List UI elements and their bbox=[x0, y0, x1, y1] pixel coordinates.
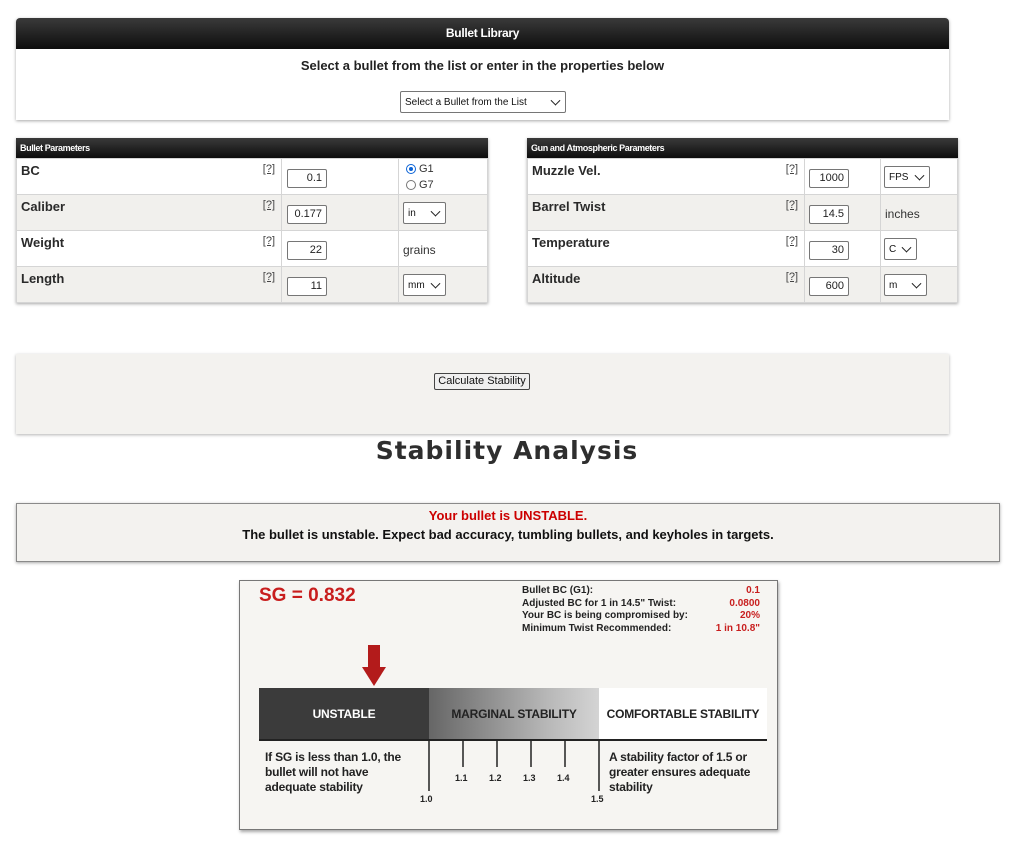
bc-row bbox=[17, 159, 488, 195]
info-value: 0.0800 bbox=[729, 597, 760, 609]
gun-parameters-header: Gun and Atmospheric Parameters bbox=[527, 138, 958, 158]
caliber-input[interactable]: 0.177 bbox=[287, 205, 327, 224]
chevron-down-icon bbox=[902, 243, 912, 253]
temperature-unit-select[interactable] bbox=[884, 238, 917, 260]
chevron-down-icon bbox=[431, 207, 441, 217]
caliber-help-link[interactable]: [?] bbox=[262, 199, 275, 211]
length-label: Length bbox=[21, 271, 65, 286]
temperature-label: Temperature bbox=[532, 235, 610, 250]
unstable-description bbox=[265, 750, 401, 795]
info-label: Adjusted BC for 1 in 14.5" Twist: bbox=[522, 597, 677, 609]
muzzle-velocity-unit-value: FPS bbox=[889, 171, 909, 183]
g1-radio[interactable] bbox=[406, 163, 434, 175]
bullet-select-value: Select a Bullet from the List bbox=[405, 96, 527, 108]
tick-label: 1.1 bbox=[455, 773, 468, 783]
comfortable-description bbox=[609, 750, 750, 795]
gun-parameters-panel bbox=[527, 138, 958, 303]
desc-line: A stability factor of 1.5 or bbox=[609, 750, 747, 764]
info-label: Your BC is being compromised by: bbox=[522, 610, 688, 621]
comfortable-stability-band: COMFORTABLE STABILITY bbox=[599, 688, 767, 739]
unstable-band: UNSTABLE bbox=[259, 688, 429, 739]
desc-line: bullet will not have bbox=[265, 765, 369, 779]
caliber-unit-select[interactable] bbox=[403, 202, 446, 224]
bullet-library-header: Bullet Library bbox=[16, 18, 949, 49]
info-value: 1 in 10.8" bbox=[715, 622, 760, 634]
scale-min-label: 1.0 bbox=[420, 794, 433, 804]
library-instruction: Select a bullet from the list or enter in the properties below bbox=[300, 58, 665, 73]
chevron-down-icon bbox=[431, 279, 441, 289]
barrel-twist-row bbox=[528, 195, 958, 231]
stability-message: The bullet is unstable. Expect bad accuracy, tumbling bullets, and keyholes in targets. bbox=[242, 527, 774, 542]
sg-position-arrow-icon bbox=[362, 645, 386, 687]
length-unit-value: mm bbox=[408, 279, 425, 291]
length-input[interactable]: 11 bbox=[287, 277, 327, 296]
barrel-twist-unit-text: inches bbox=[885, 207, 920, 221]
altitude-input[interactable]: 600 bbox=[809, 277, 849, 296]
chevron-down-icon bbox=[915, 171, 925, 181]
info-value: 20% bbox=[739, 610, 760, 621]
temperature-input[interactable]: 30 bbox=[809, 241, 849, 260]
stability-analysis-title: Stability Analysis bbox=[375, 436, 639, 465]
g1-radio-button[interactable] bbox=[406, 164, 416, 174]
altitude-label: Altitude bbox=[532, 271, 581, 286]
marginal-stability-band: MARGINAL STABILITY bbox=[429, 688, 599, 739]
weight-help-link[interactable]: [?] bbox=[262, 235, 275, 247]
bullet-library-panel bbox=[16, 18, 949, 120]
info-row bbox=[522, 585, 760, 598]
sg-value: SG = 0.832 bbox=[259, 585, 356, 606]
barrel-twist-label: Barrel Twist bbox=[532, 199, 606, 214]
info-value: 0.1 bbox=[746, 585, 760, 596]
muzzle-velocity-label: Muzzle Vel. bbox=[532, 163, 601, 178]
desc-line: stability bbox=[609, 780, 653, 794]
temperature-unit-value: C bbox=[889, 243, 897, 255]
g7-radio-button[interactable] bbox=[406, 180, 416, 190]
bc-input[interactable]: 0.1 bbox=[287, 169, 327, 188]
length-help-link[interactable]: [?] bbox=[262, 271, 275, 283]
caliber-row bbox=[17, 195, 488, 231]
temperature-help-link[interactable]: [?] bbox=[785, 235, 798, 247]
bullet-select[interactable] bbox=[400, 91, 566, 113]
muzzle-velocity-input[interactable]: 1000 bbox=[809, 169, 849, 188]
altitude-unit-select[interactable] bbox=[884, 274, 927, 296]
barrel-twist-input[interactable]: 14.5 bbox=[809, 205, 849, 224]
tick-label: 1.3 bbox=[523, 773, 536, 783]
info-row bbox=[522, 610, 760, 623]
weight-unit-text: grains bbox=[403, 243, 436, 257]
chevron-down-icon bbox=[551, 96, 561, 106]
temperature-row bbox=[528, 231, 958, 267]
bullet-parameters-panel bbox=[16, 138, 488, 303]
weight-row bbox=[17, 231, 488, 267]
altitude-row bbox=[528, 267, 958, 303]
scale-max-label: 1.5 bbox=[591, 794, 604, 804]
chevron-down-icon bbox=[912, 279, 922, 289]
calculate-panel bbox=[16, 354, 949, 434]
caliber-unit-value: in bbox=[408, 207, 416, 219]
weight-input[interactable]: 22 bbox=[287, 241, 327, 260]
bc-info-block bbox=[522, 585, 760, 635]
bc-label: BC bbox=[21, 163, 40, 178]
caliber-label: Caliber bbox=[21, 199, 66, 214]
tick-label: 1.4 bbox=[557, 773, 570, 783]
length-unit-select[interactable] bbox=[403, 274, 446, 296]
altitude-help-link[interactable]: [?] bbox=[785, 271, 798, 283]
muzzle-velocity-row bbox=[528, 159, 958, 195]
length-row bbox=[17, 267, 488, 303]
muzzle-velocity-unit-select[interactable] bbox=[884, 166, 930, 188]
g7-radio[interactable] bbox=[406, 179, 434, 191]
stability-result-box bbox=[16, 503, 1000, 562]
barrel-twist-help-link[interactable]: [?] bbox=[785, 199, 798, 211]
info-row bbox=[522, 623, 760, 636]
altitude-unit-value: m bbox=[889, 279, 898, 291]
g1-label: G1 bbox=[419, 163, 434, 175]
info-row bbox=[522, 598, 760, 611]
g7-label: G7 bbox=[419, 179, 434, 191]
calculate-stability-button[interactable]: Calculate Stability bbox=[434, 373, 530, 390]
desc-line: adequate stability bbox=[265, 780, 363, 794]
bullet-parameters-header: Bullet Parameters bbox=[16, 138, 488, 158]
desc-line: If SG is less than 1.0, the bbox=[265, 750, 401, 764]
info-label: Bullet BC (G1): bbox=[522, 585, 594, 596]
bc-help-link[interactable]: [?] bbox=[262, 163, 275, 175]
tick-label: 1.2 bbox=[489, 773, 502, 783]
sg-stability-graphic bbox=[239, 580, 778, 830]
weight-label: Weight bbox=[21, 235, 65, 250]
stability-status: Your bullet is UNSTABLE. bbox=[428, 508, 588, 523]
desc-line: greater ensures adequate bbox=[609, 765, 751, 779]
muzzle-velocity-help-link[interactable]: [?] bbox=[785, 163, 798, 175]
info-label: Minimum Twist Recommended: bbox=[522, 622, 672, 634]
